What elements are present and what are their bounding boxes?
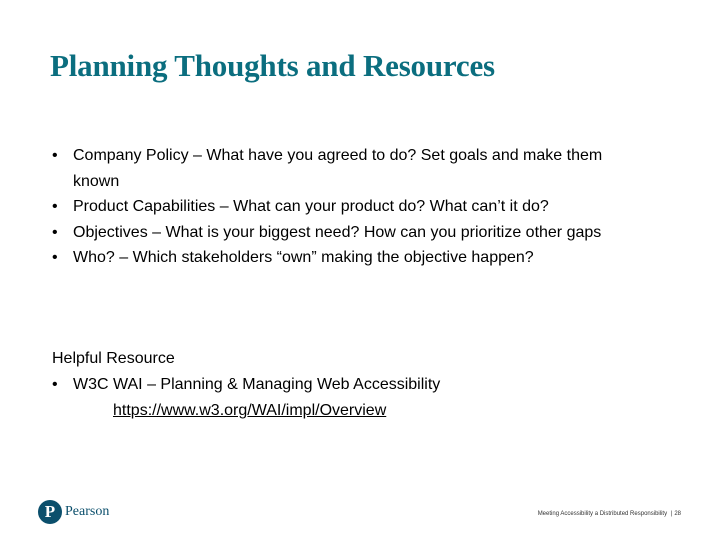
resource-heading: Helpful Resource <box>52 350 175 367</box>
resource-link[interactable]: https://www.w3.org/WAI/impl/Overview <box>113 401 387 419</box>
page-number: 28 <box>674 511 681 517</box>
resource-list <box>52 372 652 423</box>
pearson-logo <box>38 500 109 524</box>
footer-separator: | <box>670 511 673 517</box>
bullet-who: • Who? – Which stakeholders “own” making the objective happen? <box>52 245 652 271</box>
bullet-company-policy: • Company Policy – What have you agreed to do? Set goals and make them known <box>52 143 652 194</box>
footer-caption: Meeting Accessibility a Distributed Responsibility <box>537 511 668 517</box>
footer <box>538 511 681 517</box>
resource-item <box>52 372 652 423</box>
bullet-product-capabilities: • Product Capabilities – What can your product do? What can’t it do? <box>52 194 652 220</box>
bullet-objectives: • Objectives – What is your biggest need? How can you prioritize other gaps <box>52 220 652 246</box>
pearson-logo-icon: P <box>38 500 62 524</box>
bullet-list <box>52 143 652 271</box>
resource-label: W3C WAI – Planning & Managing Web Accessibility <box>73 376 441 393</box>
pearson-logo-text: Pearson <box>65 504 110 519</box>
slide-title: Planning Thoughts and Resources <box>50 48 495 83</box>
